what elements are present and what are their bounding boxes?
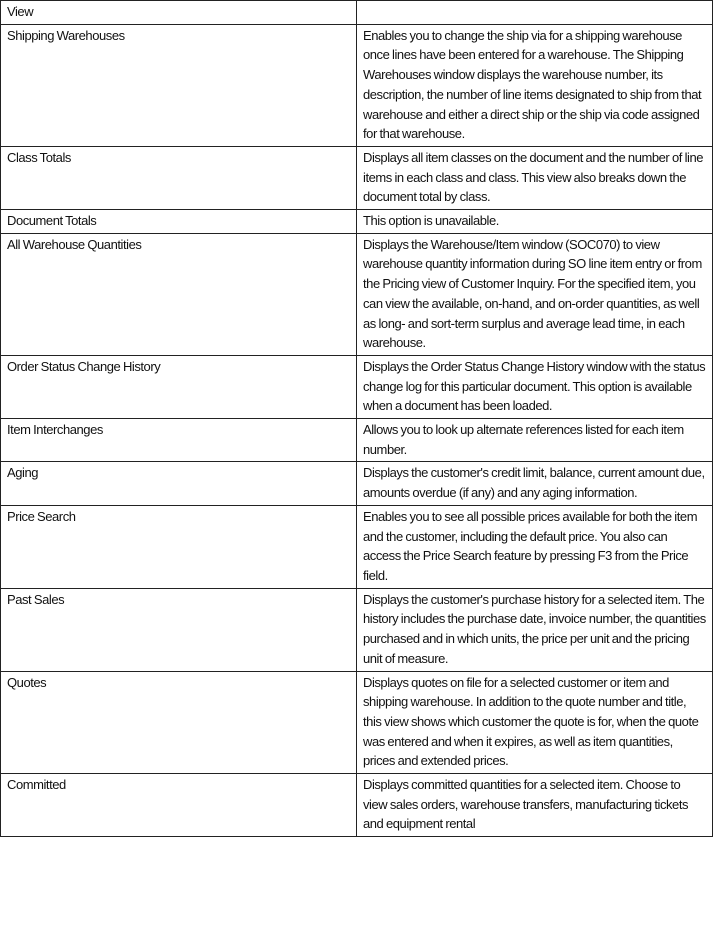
table-row (1, 462, 713, 505)
header-cell-description (357, 1, 713, 25)
view-name-cell: Price Search (1, 505, 357, 588)
view-name-cell: Shipping Warehouses (1, 24, 357, 146)
view-name-cell: Item Interchanges (1, 419, 357, 462)
view-description-cell: Displays committed quantities for a selected item. Choose to view sales orders, warehouse transfers, manufacturing tickets and equipment rental (357, 774, 713, 837)
view-description-cell: Displays the customer's purchase history for a selected item. The history includes the purchase date, invoice number, the quantities purchased and in which units, the price per unit and the pricing unit of measure. (357, 588, 713, 671)
view-name-cell: Committed (1, 774, 357, 837)
table-header-row (1, 1, 713, 25)
view-name-cell: All Warehouse Quantities (1, 233, 357, 355)
view-description-cell: This option is unavailable. (357, 210, 713, 234)
table-row (1, 505, 713, 588)
view-description-cell: Displays all item classes on the document and the number of line items in each class and class. This view also breaks down the document total by class. (357, 146, 713, 209)
view-name-cell: Class Totals (1, 146, 357, 209)
view-description-cell: Displays the Warehouse/Item window (SOC070) to view warehouse quantity information during SO line item entry or from the Pricing view of Customer Inquiry. For the specified item, you can view the available, on-hand, and on-order quantities, as well as long- and sort-term surplus and average lead time, in each warehouse. (357, 233, 713, 355)
view-description-cell: Enables you to see all possible prices available for both the item and the customer, including the default price. You also can access the Price Search feature by pressing F3 from the Price field. (357, 505, 713, 588)
view-description-cell: Displays the customer's credit limit, balance, current amount due, amounts overdue (if any) and any aging information. (357, 462, 713, 505)
view-description-cell: Displays the Order Status Change History window with the status change log for this particular document. This option is available when a document has been loaded. (357, 355, 713, 418)
view-description-cell: Displays quotes on file for a selected customer or item and shipping warehouse. In addition to the quote number and title, this view shows which customer the quote is for, when the quote was entered and when it expires, as well as item quantities, prices and extended prices. (357, 671, 713, 774)
table-row (1, 233, 713, 355)
table-row (1, 210, 713, 234)
table-row (1, 588, 713, 671)
view-name-cell: Past Sales (1, 588, 357, 671)
table-row (1, 671, 713, 774)
table-row (1, 419, 713, 462)
table-row (1, 24, 713, 146)
view-name-cell: Aging (1, 462, 357, 505)
view-description-cell: Allows you to look up alternate references listed for each item number. (357, 419, 713, 462)
view-name-cell: Document Totals (1, 210, 357, 234)
table-row (1, 146, 713, 209)
table-row (1, 355, 713, 418)
view-name-cell: Order Status Change History (1, 355, 357, 418)
view-name-cell: Quotes (1, 671, 357, 774)
view-description-cell: Enables you to change the ship via for a shipping warehouse once lines have been entered for a warehouse. The Shipping Warehouses window displays the warehouse number, its description, the number of line items designated to ship from that warehouse and either a direct ship or the ship via code assigned for that warehouse. (357, 24, 713, 146)
header-cell-view: View (1, 1, 357, 25)
table-row (1, 774, 713, 837)
